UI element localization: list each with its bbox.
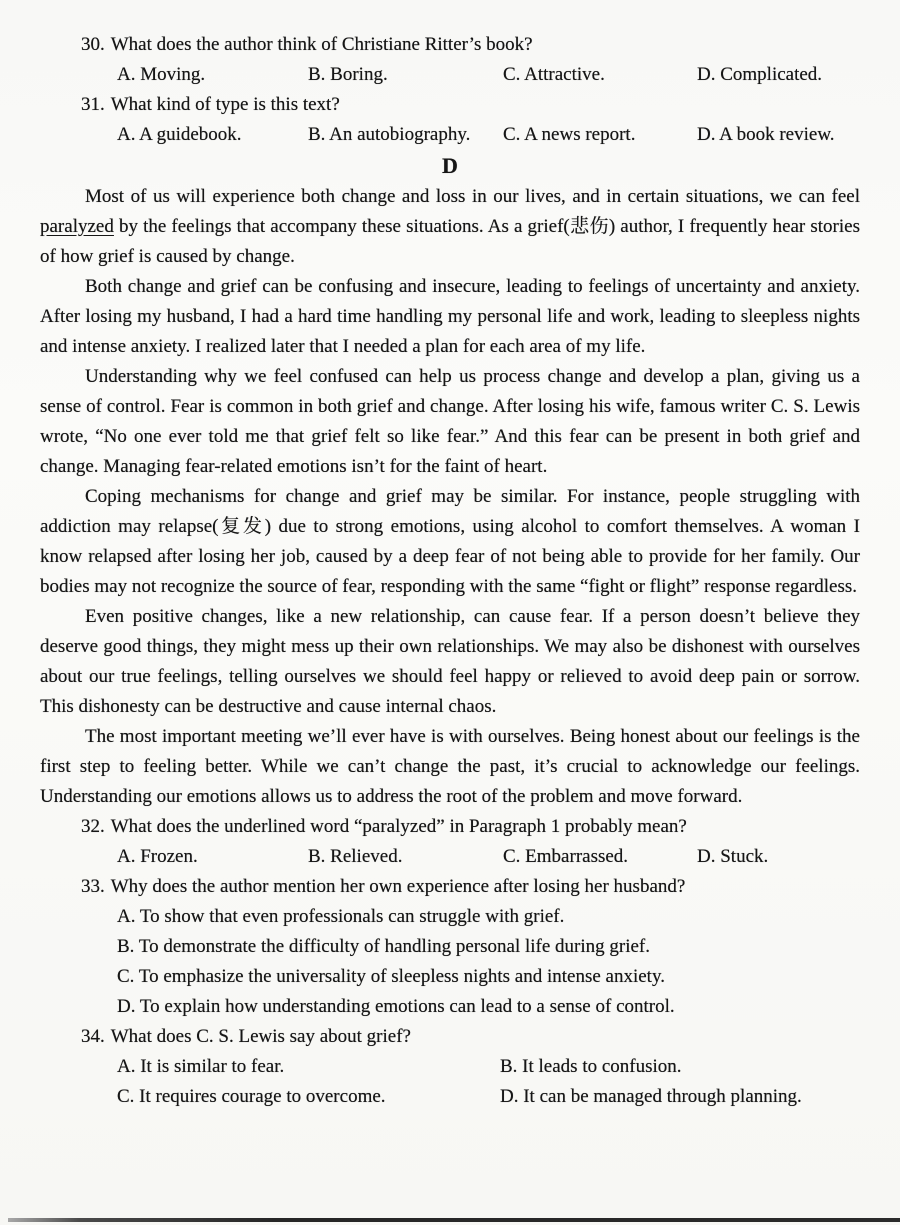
passage-paragraph-1	[40, 182, 860, 272]
paragraph-1-text-pre: Most of us will experience both change and loss in our lives, and in certain situations, we can feel	[85, 186, 860, 207]
question-32-stem: What does the underlined word “paralyzed” in Paragraph 1 probably mean?	[110, 816, 687, 837]
question-33	[40, 872, 860, 902]
question-30-options	[40, 60, 860, 90]
question-33-option-b: B. To demonstrate the difficulty of handling personal life during grief.	[117, 936, 651, 957]
question-34-options-row-2	[40, 1082, 860, 1112]
page-bottom-scan-line	[8, 1218, 900, 1222]
passage-paragraph-4: Coping mechanisms for change and grief may be similar. For instance, people struggling with addiction may relapse(复发) due to strong emotions, using alcohol to comfort themselves. A woman I know relapsed after losing her job, caused by a deep fear of not being able to provide for her family. Our bodies may not recognize the source of fear, responding with the same “fight or flight” response regardless.	[40, 486, 860, 597]
question-32-option-b: B. Relieved.	[308, 846, 403, 867]
question-34-option-b: B. It leads to confusion.	[500, 1056, 682, 1077]
question-31	[40, 90, 860, 120]
question-32-option-d: D. Stuck.	[697, 846, 769, 867]
question-31-option-d: D. A book review.	[697, 124, 835, 145]
paragraph-1-text-post: by the feelings that accompany these situations. As a grief(悲伤) author, I frequently hear stories of how grief is caused by change.	[40, 216, 860, 267]
question-30-number: 30.	[81, 34, 105, 55]
question-30-stem: What does the author think of Christiane Ritter’s book?	[110, 34, 533, 55]
question-34-number: 34.	[81, 1026, 105, 1047]
question-34-stem: What does C. S. Lewis say about grief?	[110, 1026, 411, 1047]
question-33-options	[40, 902, 860, 1022]
question-32	[40, 812, 860, 842]
question-34	[40, 1022, 860, 1052]
question-34-option-c: C. It requires courage to overcome.	[117, 1086, 386, 1107]
passage-paragraph-5: Even positive changes, like a new relationship, can cause fear. If a person doesn’t believe they deserve good things, they might mess up their own relationships. We may also be dishonest with ourselves about our true feelings, telling ourselves we should feel happy or relieved to avoid deep pain or sorrow. This dishonesty can be destructive and cause internal chaos.	[40, 606, 860, 717]
question-32-number: 32.	[81, 816, 105, 837]
question-31-option-b: B. An autobiography.	[308, 124, 471, 145]
passage-paragraph-2: Both change and grief can be confusing and insecure, leading to feelings of uncertainty and anxiety. After losing my husband, I had a hard time handling my personal life and work, leading to sleepless nights and intense anxiety. I realized later that I needed a plan for each area of my life.	[40, 276, 860, 357]
question-34-option-a: A. It is similar to fear.	[117, 1056, 285, 1077]
question-31-stem: What kind of type is this text?	[110, 94, 340, 115]
question-32-option-a: A. Frozen.	[117, 846, 198, 867]
question-30-option-c: C. Attractive.	[503, 64, 605, 85]
question-34-options-row-1	[40, 1052, 860, 1082]
question-31-number: 31.	[81, 94, 105, 115]
question-32-option-c: C. Embarrassed.	[503, 846, 629, 867]
underlined-word-paralyzed: paralyzed	[40, 216, 114, 237]
question-33-option-c: C. To emphasize the universality of sleepless nights and intense anxiety.	[117, 966, 665, 987]
question-33-option-a: A. To show that even professionals can struggle with grief.	[117, 906, 565, 927]
passage-paragraph-6: The most important meeting we’ll ever have is with ourselves. Being honest about our feelings is the first step to feeling better. While we can’t change the past, it’s crucial to acknowledge our feelings. Understanding our emotions allows us to address the root of the problem and move forward.	[40, 726, 860, 807]
question-30	[40, 30, 860, 60]
question-30-option-d: D. Complicated.	[697, 64, 823, 85]
question-30-option-b: B. Boring.	[308, 64, 388, 85]
passage-paragraph-3: Understanding why we feel confused can help us process change and develop a plan, giving us a sense of control. Fear is common in both grief and change. After losing his wife, famous writer C. S. Lewis wrote, “No one ever told me that grief felt so like fear.” And this fear can be present in both grief and change. Managing fear-related emotions isn’t for the faint of heart.	[40, 366, 860, 477]
question-33-stem: Why does the author mention her own experience after losing her husband?	[110, 876, 686, 897]
question-30-option-a: A. Moving.	[117, 64, 206, 85]
question-32-options	[40, 842, 860, 872]
question-31-options	[40, 120, 860, 150]
question-33-number: 33.	[81, 876, 105, 897]
question-33-option-d: D. To explain how understanding emotions can lead to a sense of control.	[117, 996, 675, 1017]
question-34-option-d: D. It can be managed through planning.	[500, 1086, 802, 1107]
question-31-option-a: A. A guidebook.	[117, 124, 242, 145]
passage-section-label: D	[442, 153, 458, 178]
question-31-option-c: C. A news report.	[503, 124, 636, 145]
